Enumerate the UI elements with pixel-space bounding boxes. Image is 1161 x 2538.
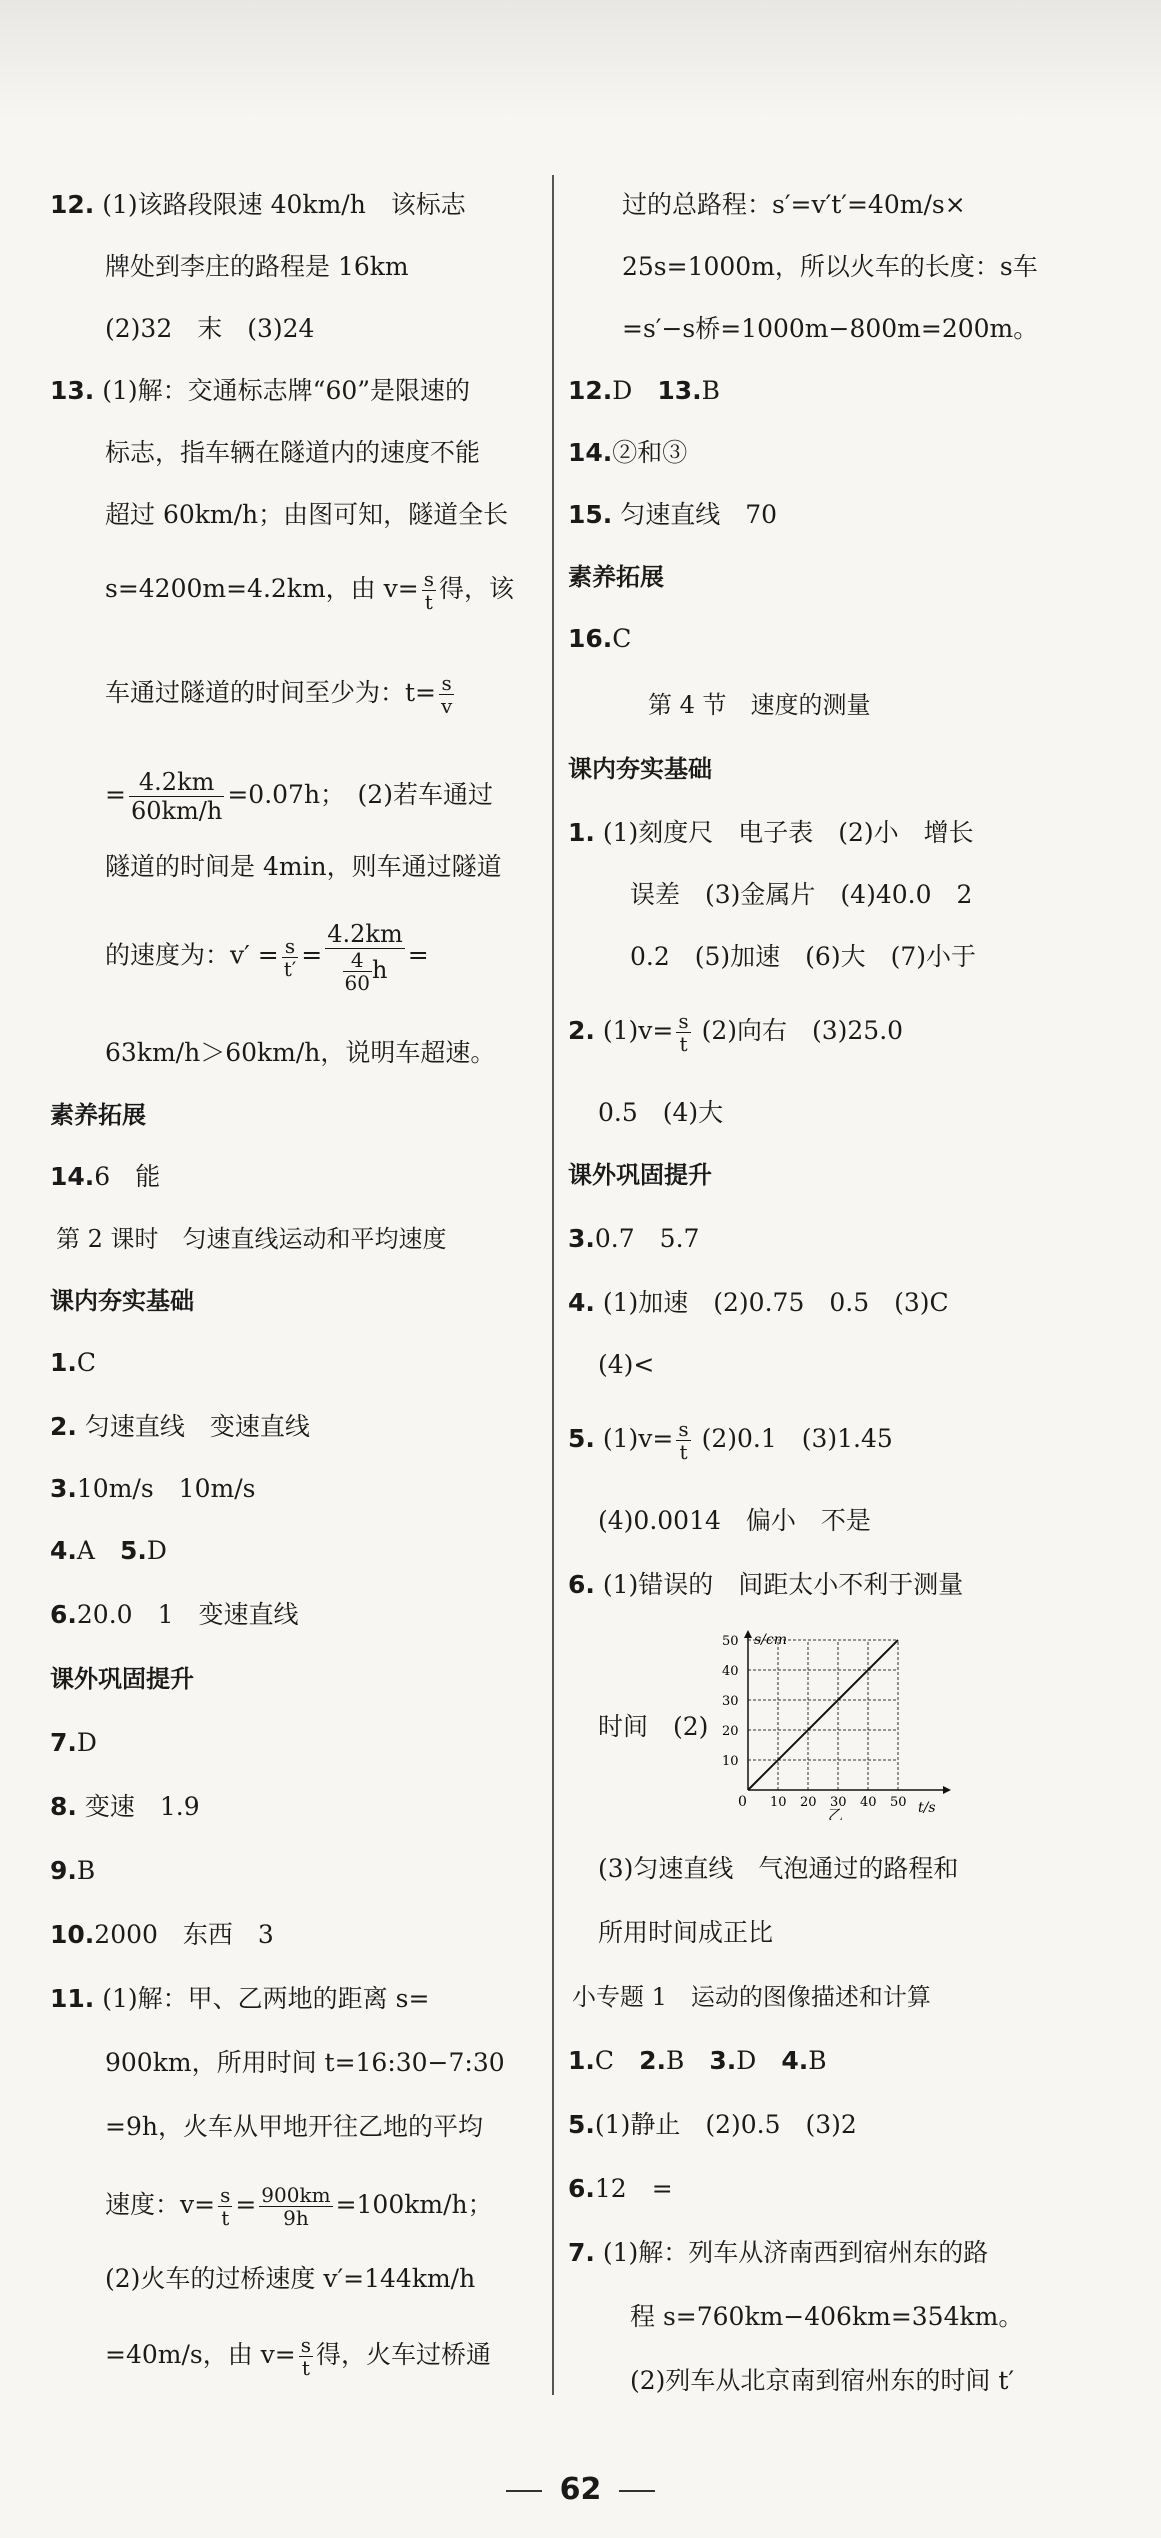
graph-caption: 乙 (828, 1806, 844, 1820)
left-heading-kenei: 课内夯实基础 (50, 1287, 194, 1315)
right-t7-line3: (2)列车从北京南到宿州东的时间 t′ (630, 2366, 1015, 2395)
left-lesson2-title: 第 2 课时 匀速直线运动和平均速度 (56, 1225, 447, 1253)
right-a4-line1: 4. (1)加速 (2)0.75 0.5 (3)C (568, 1288, 949, 1317)
x-axis-arrow (943, 1786, 951, 1794)
right-t7-line2: 程 s=760km−406km=354km。 (630, 2302, 1024, 2331)
right-a6-line2: 时间 (2) (598, 1712, 709, 1741)
x-axis-label: t/s (918, 1800, 936, 1816)
left-q8: 8. 变速 1.9 (50, 1792, 200, 1821)
left-q13-line3: 超过 60km/h；由图可知，隧道全长 (105, 500, 509, 529)
right-t1-t4: 1.C 2.B 3.D 4.B (568, 2046, 827, 2075)
right-cont-line1: 过的总路程：s′=v′t′=40m/s× (622, 190, 966, 219)
left-q10: 10.2000 东西 3 (50, 1920, 274, 1949)
y-tick-label: 20 (722, 1724, 739, 1739)
fraction-s-over-t-prime: $\frac{s}{t'}$ (283, 933, 297, 981)
x-tick-label: 20 (800, 1795, 817, 1810)
fraction-s-over-v: $\frac{s}{v}$ (441, 671, 453, 718)
left-q13-line9: 63km/h＞60km/h，说明车超速。 (105, 1038, 496, 1067)
left-q13-line8: 的速度为：v′ = $\frac{s}{t'}$ = 4.2km $\frac{4}{60}$ h = (105, 920, 429, 995)
left-q12-line2: 牌处到李庄的路程是 16km (105, 252, 409, 281)
left-q13-line7: 隧道的时间是 4min，则车通过隧道 (105, 852, 502, 881)
left-q12-line1: 12. (1)该路段限速 40km/h 该标志 (50, 190, 466, 219)
right-a1-line2: 误差 (3)金属片 (4)40.0 2 (630, 880, 973, 909)
right-topic1-title: 小专题 1 运动的图像描述和计算 (572, 1983, 931, 2011)
left-heading-kewai: 课外巩固提升 (50, 1665, 194, 1693)
x-tick-label: 10 (770, 1795, 787, 1810)
right-a5-line1: 5. (1)v= $\frac{s}{t}$ (2)0.1 (3)1.45 (568, 1417, 893, 1464)
right-a1-line1: 1. (1)刻度尺 电子表 (2)小 增长 (568, 818, 974, 847)
right-heading-kenei: 课内夯实基础 (568, 755, 712, 783)
left-q14: 14.6 能 (50, 1162, 161, 1191)
y-tick-label: 30 (722, 1694, 739, 1709)
right-t5: 5.(1)静止 (2)0.5 (3)2 (568, 2110, 857, 2139)
x-tick-label: 50 (890, 1795, 907, 1810)
right-heading-suyang: 素养拓展 (568, 563, 664, 591)
y-axis-label: s/cm (754, 1632, 788, 1648)
y-tick-label: 50 (722, 1634, 739, 1649)
left-q6: 6.20.0 1 变速直线 (50, 1600, 299, 1629)
y-axis-arrow (744, 1630, 752, 1638)
left-q11-line6: =40m/s，由 v= $\frac{s}{t}$ 得，火车过桥通 (105, 2333, 492, 2380)
page-number-dash-right (619, 2490, 655, 2492)
right-q15: 15. 匀速直线 70 (568, 500, 778, 529)
right-q12-q13: 12.D 13.B (568, 376, 721, 405)
left-q11-line3: =9h，火车从甲地开往乙地的平均 (105, 2112, 483, 2141)
right-a1-line3: 0.2 (5)加速 (6)大 (7)小于 (630, 942, 976, 971)
right-q14: 14.②和③ (568, 438, 688, 467)
left-q12-line3: (2)32 末 (3)24 (105, 314, 315, 343)
left-q11-line2: 900km，所用时间 t=16:30−7:30 (105, 2048, 505, 2077)
x-tick-label: 30 (830, 1795, 847, 1810)
page-top-shadow (0, 0, 1161, 120)
left-heading-suyang: 素养拓展 (50, 1101, 146, 1129)
y-tick-label: 10 (722, 1754, 739, 1769)
left-q4-q5: 4.A 5.D (50, 1536, 167, 1565)
right-cont-line2: 25s=1000m，所以火车的长度：s车 (622, 252, 1038, 281)
left-q11-line4: 速度：v= $\frac{s}{t}$ = $\frac{900km}{9h}$ =100km/h； (105, 2183, 493, 2230)
left-q9: 9.B (50, 1856, 96, 1885)
right-a2-line1: 2. (1)v= $\frac{s}{t}$ (2)向右 (3)25.0 (568, 1009, 904, 1056)
fraction-s-over-t: $\frac{s}{t}$ (678, 1009, 689, 1056)
left-q13-line1: 13. (1)解：交通标志牌“60”是限速的 (50, 376, 471, 405)
fraction-s-over-t: $\frac{s}{t}$ (300, 2333, 312, 2380)
right-a4-line2: (4)< (598, 1350, 655, 1379)
fraction-s-over-t: $\frac{s}{t}$ (678, 1417, 689, 1464)
fraction-s-over-t: $\frac{s}{t}$ (423, 567, 434, 614)
page-number-dash-left (506, 2490, 542, 2492)
left-q7: 7.D (50, 1728, 97, 1757)
right-a6-line1: 6. (1)错误的 间距太小不利于测量 (568, 1570, 964, 1599)
left-q13-line5: 车通过隧道的时间至少为：t= $\frac{s}{v}$ (105, 671, 453, 718)
right-section4-title: 第 4 节 速度的测量 (648, 691, 871, 719)
origin-label: 0 (738, 1794, 747, 1810)
left-q13-line4: s=4200m=4.2km，由 v= $\frac{s}{t}$ 得，该 (105, 567, 514, 614)
right-a6-line4: 所用时间成正比 (598, 1918, 774, 1947)
right-a3: 3.0.7 5.7 (568, 1224, 700, 1253)
left-q11-line5: (2)火车的过桥速度 v′=144km/h (105, 2264, 476, 2293)
right-q16: 16.C (568, 624, 632, 653)
right-t6: 6.12 = (568, 2174, 673, 2203)
right-a6-line3: (3)匀速直线 气泡通过的路程和 (598, 1854, 959, 1883)
x-tick-label: 40 (860, 1795, 877, 1810)
fraction-s-over-t: $\frac{s}{t}$ (220, 2183, 231, 2230)
right-cont-line3: =s′−s桥=1000m−800m=200m。 (622, 314, 1039, 343)
fraction-900km-over-9h: $\frac{900km}{9h}$ (261, 2183, 331, 2230)
left-q13-line2: 标志，指车辆在隧道内的速度不能 (105, 438, 481, 467)
right-a5-line2: (4)0.0014 偏小 不是 (598, 1506, 871, 1535)
fraction-distance-over-speed: $\frac{4.2km}{60km/h}$ (130, 768, 223, 825)
left-q3: 3.10m/s 10m/s (50, 1474, 256, 1503)
left-q13-line6: = $\frac{4.2km}{60km/h}$ =0.07h； (2)若车通过 (105, 768, 493, 825)
left-q11-line1: 11. (1)解：甲、乙两地的距离 s= (50, 1984, 430, 2013)
column-divider (552, 175, 554, 2395)
st-graph (718, 1630, 958, 1820)
right-a2-line2: 0.5 (4)大 (598, 1098, 724, 1127)
left-q1: 1.C (50, 1348, 97, 1377)
right-t7-line1: 7. (1)解：列车从济南西到宿州东的路 (568, 2238, 989, 2267)
left-q2: 2. 匀速直线 变速直线 (50, 1412, 310, 1441)
right-heading-kewai: 课外巩固提升 (568, 1161, 712, 1189)
y-tick-label: 40 (722, 1664, 739, 1679)
data-line (748, 1640, 898, 1790)
page-number: 62 (0, 2472, 1161, 2507)
fraction-complex: 4.2km $\frac{4}{60}$ h (327, 920, 403, 995)
